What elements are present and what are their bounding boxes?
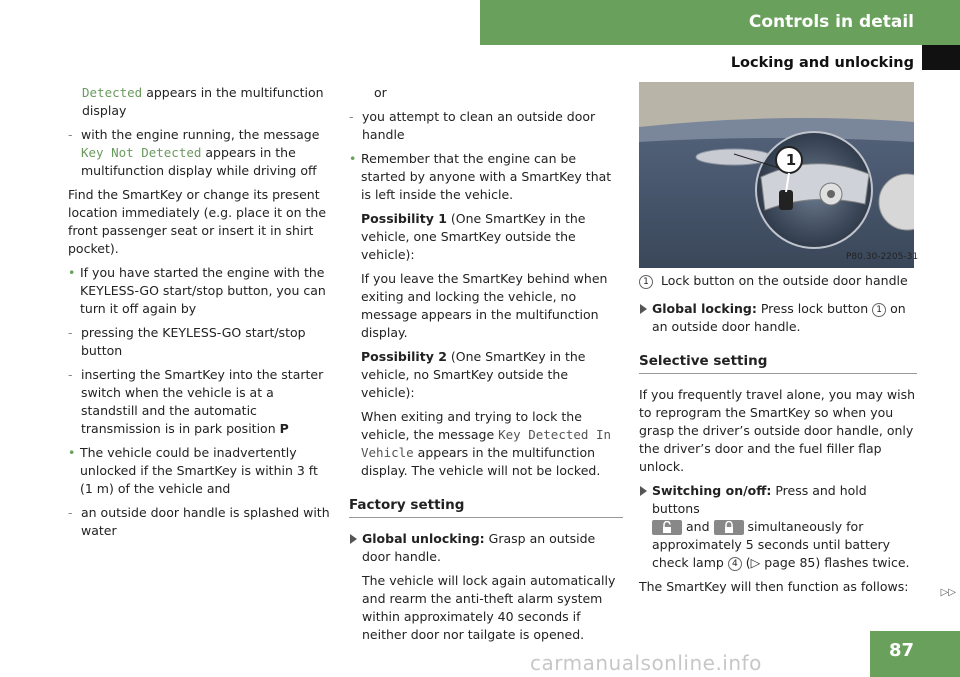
page-number: 87 <box>888 640 914 661</box>
dash-item: - inserting the SmartKey into the starter switch when the vehicle is at a standstill and the automatic transmission is in park position P <box>68 366 330 438</box>
paragraph: The vehicle will lock again automatically and rearm the anti-theft alarm system within approximately 40 seconds if neither door nor tailgate is opened. <box>362 573 616 642</box>
dash-item: - pressing the KEYLESS-GO start/stop button <box>68 324 330 360</box>
photo-caption: 1 Lock button on the outside door handle <box>639 272 917 290</box>
instruction-item: Switching on/off: Press and hold buttons and simultaneously for approximately 5 seconds until battery check lamp 4 (▷ page 85) flashes twice. <box>639 482 917 572</box>
photo-callout: 1 <box>785 151 797 169</box>
lock-button-icon <box>714 520 744 535</box>
column-2 <box>349 84 623 650</box>
paragraph: Possibility 1 (One SmartKey in the vehicle, one SmartKey outside the vehicle): <box>361 211 586 262</box>
instruction-item: Global locking: Press lock button 1 on an outside door handle. <box>639 300 917 336</box>
bullet-item: • Remember that the engine can be started by anyone with a SmartKey that is left inside the vehicle. <box>349 150 623 204</box>
paragraph: The SmartKey will then function as follows: <box>639 579 909 594</box>
bullet-item: • If you have started the engine with the KEYLESS-GO start/stop button, you can turn it off again by <box>68 264 330 318</box>
section-heading: Factory setting <box>349 496 623 518</box>
door-handle-photo <box>639 82 914 268</box>
paragraph: When exiting and trying to lock the vehicle, the message Key Detected In Vehicle appears in the multifunction display. The vehicle will not be locked. <box>361 409 611 478</box>
bullet-item: • The vehicle could be inadvertently unlocked if the SmartKey is within 3 ft (1 m) of the vehicle and <box>68 444 330 498</box>
callout-icon: 1 <box>872 303 886 317</box>
paragraph: If you frequently travel alone, you may wish to reprogram the SmartKey so when you grasp the driver’s outside door handle, only the driver’s door and the fuel filler flap unlock. <box>639 387 916 474</box>
paragraph: Find the SmartKey or change its present location immediately (e.g. place it on the front passenger seat or insert it in shirt pocket). <box>68 187 327 256</box>
paragraph: Possibility 2 (One SmartKey in the vehicle, no SmartKey outside the vehicle): <box>361 349 586 400</box>
photo-code: P80.30-2205-31 <box>846 252 919 262</box>
paragraph: If you leave the SmartKey behind when exiting and locking the vehicle, no message appears in the multifunction display. <box>361 271 608 340</box>
section-heading: Selective setting <box>639 352 917 374</box>
page-number-box <box>870 631 960 677</box>
next-page-icon[interactable]: ▷▷ <box>940 587 956 598</box>
watermark: carmanualsonline.info <box>530 651 762 675</box>
corner-marker <box>922 45 960 70</box>
callout-icon: 1 <box>639 275 653 289</box>
dash-item: - with the engine running, the message Key Not Detected appears in the multifunction display while driving off <box>68 126 330 180</box>
unlock-button-icon <box>652 520 682 535</box>
paragraph: or <box>374 85 387 100</box>
dash-item: - an outside door handle is splashed with water <box>68 504 330 540</box>
lamp-number-icon: 4 <box>728 557 742 571</box>
subsection-title: Locking and unlocking <box>730 55 914 71</box>
dash-item: - you attempt to clean an outside door handle <box>349 108 623 144</box>
column-1 <box>68 84 330 546</box>
column-3 <box>639 272 917 596</box>
instruction-item: Global unlocking: Grasp an outside door handle. <box>349 530 623 566</box>
paragraph: Detected appears in the multifunction display <box>82 85 324 118</box>
section-title: Controls in detail <box>748 12 914 32</box>
